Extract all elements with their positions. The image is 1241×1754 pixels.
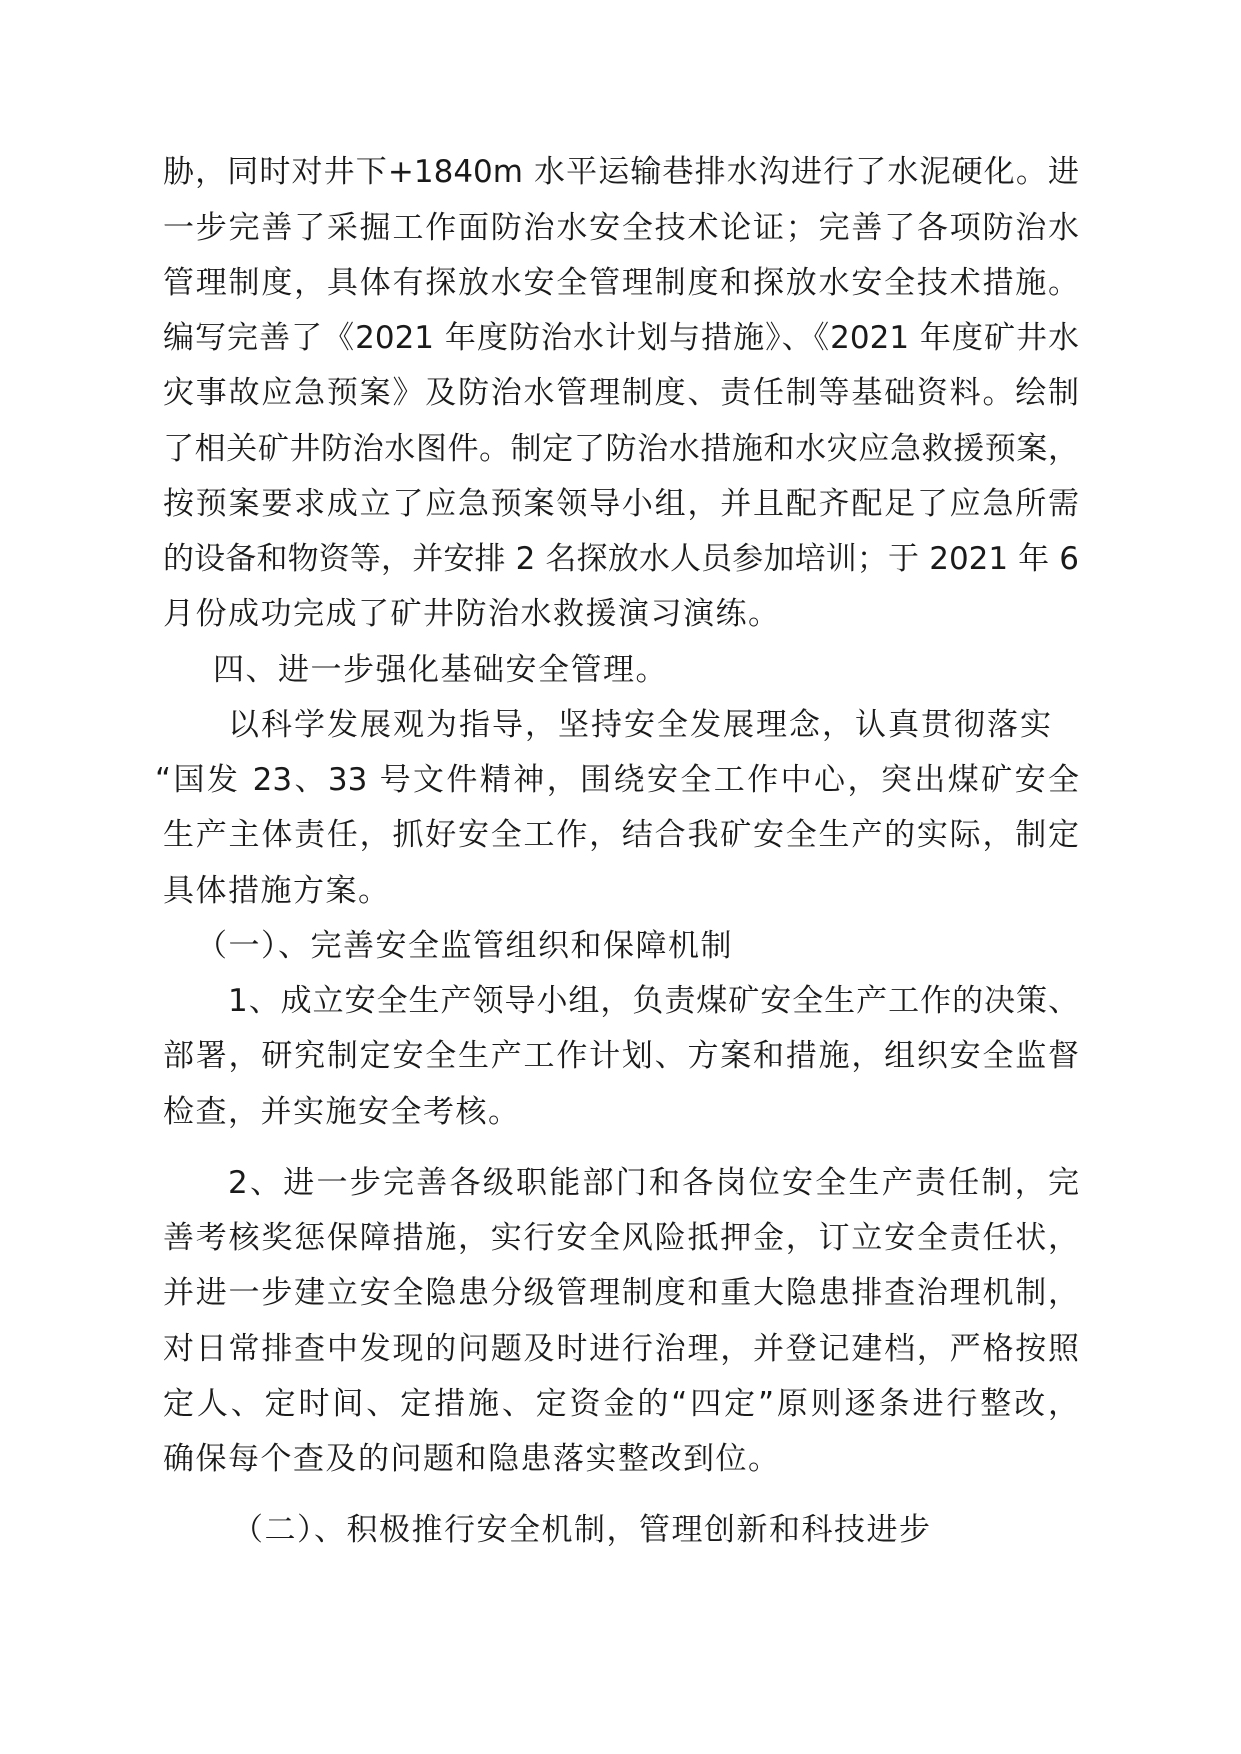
section-heading: 四、进一步强化基础安全管理。 bbox=[213, 652, 668, 688]
paragraph-line: 部署，研究制定安全生产工作计划、方案和措施，组织安全监督 bbox=[163, 1038, 1079, 1074]
paragraph-line: 2、进一步完善各级职能部门和各岗位安全生产责任制，完 bbox=[228, 1165, 1079, 1201]
paragraph-line: 并进一步建立安全隐患分级管理制度和重大隐患排查治理机制， bbox=[163, 1275, 1079, 1311]
paragraph-line: 了相关矿井防治水图件。制定了防治水措施和水灾应急救援预案， bbox=[163, 431, 1079, 467]
paragraph-line: 月份成功完成了矿井防治水救援演习演练。 bbox=[163, 596, 781, 632]
subsection-heading: （一）、完善安全监管组织和保障机制 bbox=[196, 928, 733, 964]
paragraph-line: 一步完善了采掘工作面防治水安全技术论证；完善了各项防治水 bbox=[163, 210, 1079, 246]
paragraph-line: 的设备和物资等，并安排 2 名探放水人员参加培训；于 2021 年 6 bbox=[163, 541, 1079, 577]
paragraph-line: “国发 23、33 号文件精神，围绕安全工作中心，突出煤矿安全 bbox=[155, 762, 1079, 798]
paragraph-line: 检查，并实施安全考核。 bbox=[163, 1094, 521, 1130]
paragraph-line: 灾事故应急预案》及防治水管理制度、责任制等基础资料。绘制 bbox=[163, 375, 1079, 411]
paragraph-line: 按预案要求成立了应急预案领导小组，并且配齐配足了应急所需 bbox=[163, 486, 1079, 522]
paragraph-line: 以科学发展观为指导，坚持安全发展理念，认真贯彻落实 bbox=[228, 707, 1053, 743]
paragraph-line: 具体措施方案。 bbox=[163, 873, 391, 909]
paragraph-line: 确保每个查及的问题和隐患落实整改到位。 bbox=[163, 1441, 781, 1477]
paragraph-line: 1、成立安全生产领导小组，负责煤矿安全生产工作的决策、 bbox=[228, 983, 1079, 1019]
subsection-heading: （二）、积极推行安全机制，管理创新和科技进步 bbox=[232, 1512, 932, 1548]
paragraph-line: 胁，同时对井下+1840m 水平运输巷排水沟进行了水泥硬化。进 bbox=[163, 154, 1079, 190]
paragraph-line: 生产主体责任，抓好安全工作，结合我矿安全生产的实际，制定 bbox=[163, 817, 1079, 853]
paragraph-line: 对日常排查中发现的问题及时进行治理，并登记建档，严格按照 bbox=[163, 1331, 1079, 1367]
paragraph-line: 编写完善了《2021 年度防治水计划与措施》、《2021 年度矿井水 bbox=[163, 320, 1079, 356]
paragraph-line: 管理制度，具体有探放水安全管理制度和探放水安全技术措施。 bbox=[163, 265, 1079, 301]
paragraph-line: 定人、定时间、定措施、定资金的“四定”原则逐条进行整改， bbox=[163, 1386, 1079, 1422]
paragraph-line: 善考核奖惩保障措施，实行安全风险抵押金，订立安全责任状， bbox=[163, 1220, 1079, 1256]
